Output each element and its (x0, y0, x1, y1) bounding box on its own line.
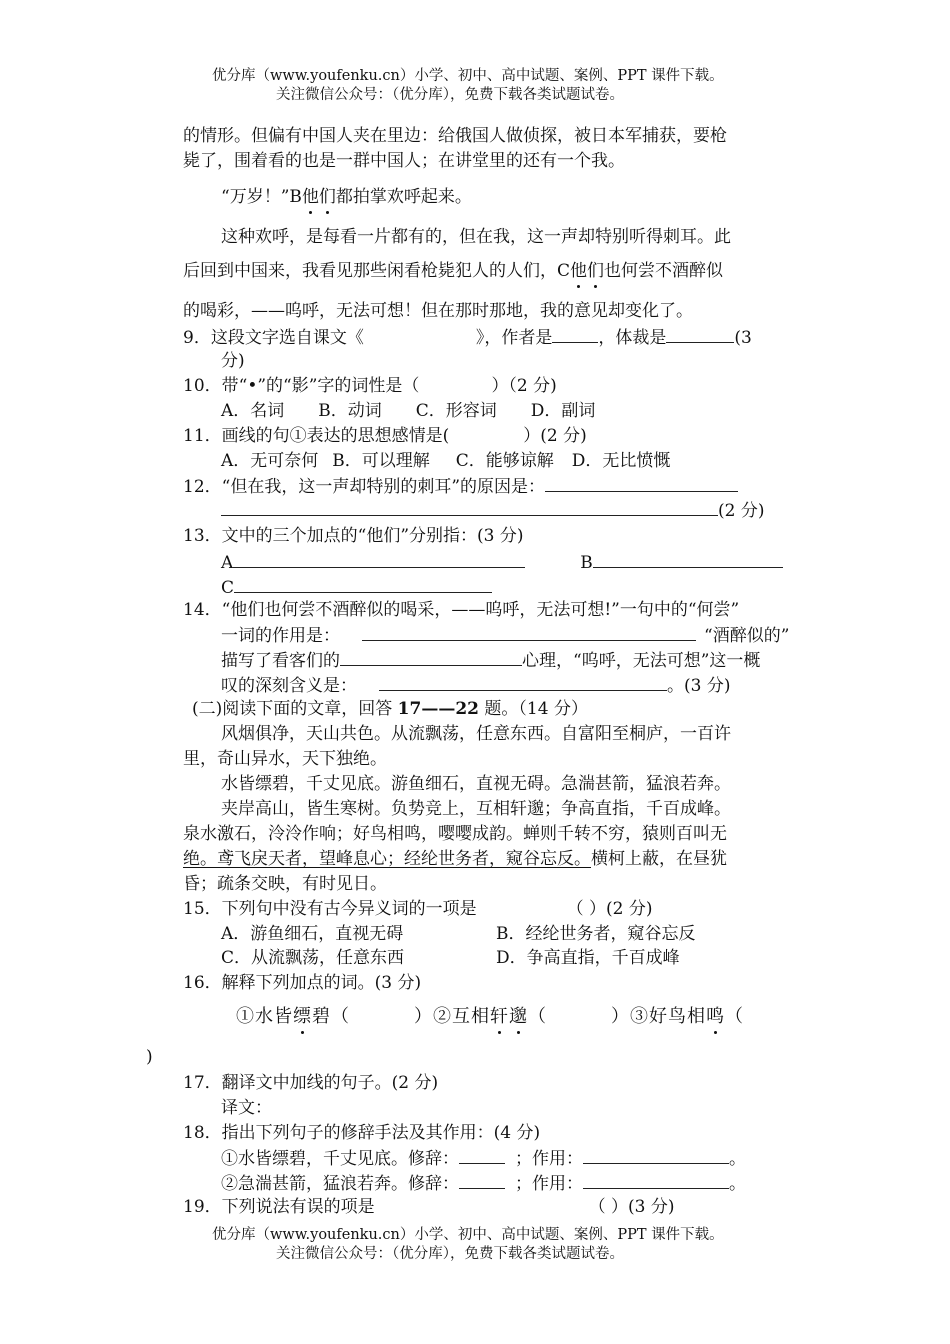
q16-dotted-3: 鸣 (706, 1006, 725, 1027)
q10-score: ）（2 分) (491, 376, 557, 396)
passage2-line-6 (183, 848, 727, 870)
q11-option-b[interactable]: B．可以理解 (332, 451, 430, 471)
q12-answer-blank-2[interactable] (221, 499, 718, 516)
footer-line-1: 优分库（www.youfenku.cn）小学、初中、高中试题、案例、PPT 课件下载。 (212, 1227, 724, 1243)
q16-i2-c: ） (611, 1006, 630, 1027)
section2-c: 题。（14 分） (479, 699, 588, 719)
question-12 (183, 475, 738, 498)
passage1-line-1: 的情形。但偏有中国人夹在里边：给俄国人做侦探，被日本军捕获，要枪 (183, 126, 727, 146)
q13-blank-c[interactable] (234, 576, 492, 593)
q18-i2: ②急湍甚箭，猛浪若奔。修辞： (221, 1174, 459, 1194)
question-14-line-4 (221, 674, 730, 697)
q13-label-b: B (580, 553, 593, 573)
q16-i2-a: ②互相 (433, 1006, 490, 1027)
q15-option-b[interactable]: B．经纶世务者，窥谷忘反 (496, 924, 696, 944)
q14-l4-b: 。(3 分) (667, 676, 731, 696)
question-16: 16．解释下列加点的词。(3 分) (183, 973, 422, 993)
q14-l3-a: 描写了看客们的 (221, 651, 340, 671)
q16-i1-c: ） (414, 1006, 433, 1027)
passage2-line-1: 风烟俱净，天山共色。从流飘荡，任意东西。自富阳至桐庐，一百许 (221, 724, 731, 744)
q13-label-c: C (221, 578, 235, 598)
passage1-line-5-b: 也何尝不酒醉似 (604, 261, 724, 281)
q18-end-1: 。 (729, 1149, 746, 1169)
passage2-line-5: 泉水激石，泠泠作响；好鸟相鸣，嘤嘤成韵。蝉则千转不穷，猿则百叫无 (183, 824, 727, 844)
question-9-score: 分) (221, 351, 245, 371)
q15-stem: 15．下列句中没有古今异义词的一项是 (183, 899, 477, 919)
dotted-word-b (302, 187, 336, 207)
footer-line-2: 关注微信公众号：（优分库），免费下载各类试题试卷。 (276, 1246, 624, 1262)
dotted-char: 他 (301, 187, 319, 207)
q9-part-d: (3 (734, 328, 752, 348)
q18-end-2: 。 (729, 1174, 746, 1194)
q9-genre-blank[interactable] (666, 326, 734, 343)
q11-stem: 11．画线的句①表达的思想感情是( (183, 426, 450, 446)
question-13-ab (221, 551, 783, 574)
q16-dotted-2b: 邈 (509, 1006, 528, 1027)
q18-rhetoric-blank-2[interactable] (459, 1172, 505, 1189)
passage1-line-3-a: “万岁！”B (221, 187, 302, 207)
q16-i3-b: （ (725, 1006, 744, 1027)
q15-option-a[interactable]: A．游鱼细石，直视无碍 (221, 924, 404, 944)
q14-blank-2[interactable] (340, 649, 522, 666)
question-11 (183, 425, 587, 447)
section-2-heading (192, 698, 588, 720)
q13-blank-a[interactable] (233, 551, 525, 568)
q16-i3-a: ③好鸟相 (630, 1006, 706, 1027)
question-17-answer-label: 译文： (221, 1098, 272, 1118)
question-9 (183, 326, 752, 349)
question-15 (183, 898, 653, 920)
question-13: 13．文中的三个加点的“他们”分别指：(3 分) (183, 526, 524, 546)
question-13-c (221, 576, 492, 599)
question-11-options (221, 450, 670, 472)
q9-part-a: 9．这段文字选自课文《 (183, 328, 364, 348)
q11-score: ）(2 分) (523, 426, 587, 446)
q15-option-d[interactable]: D．争高直指，千百成峰 (496, 948, 680, 968)
q10-option-c[interactable]: C．形容词 (415, 401, 497, 421)
passage1-line-3-b: 都拍掌欢呼起来。 (335, 187, 472, 207)
question-10 (183, 375, 557, 397)
passage2-line-4: 夹岸高山，皆生寒树。负势竞上，互相轩邈；争高直指，千百成峰。 (221, 799, 731, 819)
underlined-sentence: 绝。鸢飞戾天者，望峰息心；经纶世务者，窥谷忘反。 (183, 849, 591, 869)
q19-score: （ ）(3 分) (588, 1197, 675, 1217)
q12-answer-blank-1[interactable] (545, 475, 738, 492)
q10-stem: 10．带“•”的“影”字的词性是（ (183, 376, 420, 396)
passage1-line-6: 的喝彩，——呜呼，无法可想！但在那时那地，我的意见却变化了。 (183, 301, 693, 321)
question-19 (183, 1196, 675, 1218)
passage2-line-3: 水皆缥碧，千丈见底。游鱼细石，直视无碍。急湍甚箭，猛浪若奔。 (221, 774, 731, 794)
dotted-char: 们 (587, 261, 605, 281)
question-18-item-1 (221, 1147, 746, 1170)
q10-option-d[interactable]: D．副词 (530, 401, 596, 421)
question-14-line-1: 14．“他们也何尝不酒醉似的喝采，——呜呼，无法可想!”一句中的“何尝” (183, 600, 740, 620)
q18-semi-2: ；作用： (515, 1174, 583, 1194)
q19-stem: 19．下列说法有误的项是 (183, 1197, 375, 1217)
passage1-line-3 (221, 186, 472, 208)
question-14-line-3 (221, 649, 760, 672)
header-line-2: 关注微信公众号：（优分库），免费下载各类试题试卷。 (276, 87, 624, 103)
section2-range: 17——22 (397, 699, 479, 719)
q15-score: （ ）(2 分) (566, 899, 653, 919)
q14-l4-a: 叹的深刻含义是： (221, 676, 357, 696)
passage1-line-5-a: 后回到中国来，我看见那些闲看枪毙犯人的人们，C (183, 261, 571, 281)
passage1-line-4: 这种欢呼，是每看一片都有的，但在我，这一声却特别听得刺耳。此 (221, 227, 731, 247)
question-17: 17．翻译文中加线的句子。(2 分) (183, 1073, 439, 1093)
q16-dotted-2a: 轩 (490, 1006, 509, 1027)
q16-i2-b: （ (528, 1006, 547, 1027)
q11-option-d[interactable]: D．无比愤慨 (571, 451, 671, 471)
q14-blank-1[interactable] (362, 624, 696, 641)
header-line-1: 优分库（www.youfenku.cn）小学、初中、高中试题、案例、PPT 课件下载。 (212, 68, 724, 84)
q12-score: (2 分) (718, 501, 765, 521)
q14-blank-3[interactable] (379, 674, 667, 691)
passage2-line-7: 昏；疏条交映，有时见日。 (183, 874, 387, 894)
q18-semi-1: ；作用： (515, 1149, 583, 1169)
question-18: 18．指出下列句子的修辞手法及其作用：(4 分) (183, 1123, 541, 1143)
passage1-line-2: 毙了，围着看的也是一群中国人；在讲堂里的还有一个我。 (183, 151, 625, 171)
q10-option-b[interactable]: B．动词 (318, 401, 382, 421)
q14-l2-a: 一词的作用是： (221, 626, 340, 646)
question-16-tail: ) (146, 1047, 153, 1067)
q14-l2-b: “酒醉似的” (704, 626, 790, 646)
q16-i1-a: ①水皆 (236, 1006, 293, 1027)
question-16-items (236, 1006, 744, 1028)
passage1-line-5 (183, 260, 723, 282)
q18-rhetoric-blank-1[interactable] (459, 1147, 505, 1164)
question-10-options (221, 400, 595, 422)
q9-author-blank[interactable] (552, 326, 598, 343)
q9-part-b: 》，作者是 (475, 328, 553, 348)
q18-effect-blank-1[interactable] (583, 1147, 729, 1164)
q11-option-c[interactable]: C．能够谅解 (455, 451, 554, 471)
q13-blank-b[interactable] (593, 551, 783, 568)
dotted-char: 他 (570, 261, 588, 281)
question-18-item-2 (221, 1172, 746, 1195)
q18-effect-blank-2[interactable] (583, 1172, 729, 1189)
question-12-line-2 (221, 499, 764, 522)
q16-i1-b: 碧（ (312, 1006, 350, 1027)
q9-part-c: ，体裁是 (598, 328, 667, 348)
section2-a: (二)阅读下面的文章，回答 (192, 699, 398, 719)
q16-dotted-1: 缥 (293, 1006, 312, 1027)
q13-label-a: A (221, 553, 234, 573)
passage2-line-2: 里，奇山异水，天下独绝。 (183, 749, 387, 769)
question-14-line-2 (221, 624, 789, 647)
q15-option-c[interactable]: C．从流飘荡，任意东西 (221, 948, 405, 968)
q14-l3-b: 心理，“呜呼，无法可想”这一概 (522, 651, 761, 671)
q18-i1: ①水皆缥碧，千丈见底。修辞： (221, 1149, 459, 1169)
q10-option-a[interactable]: A．名词 (221, 401, 285, 421)
passage2-l6-b: 横柯上蔽，在昼犹 (591, 849, 727, 869)
q12-stem: 12．“但在我，这一声却特别的刺耳”的原因是： (183, 477, 546, 497)
dotted-char: 们 (318, 187, 336, 207)
q11-option-a[interactable]: A．无可奈何 (221, 451, 319, 471)
